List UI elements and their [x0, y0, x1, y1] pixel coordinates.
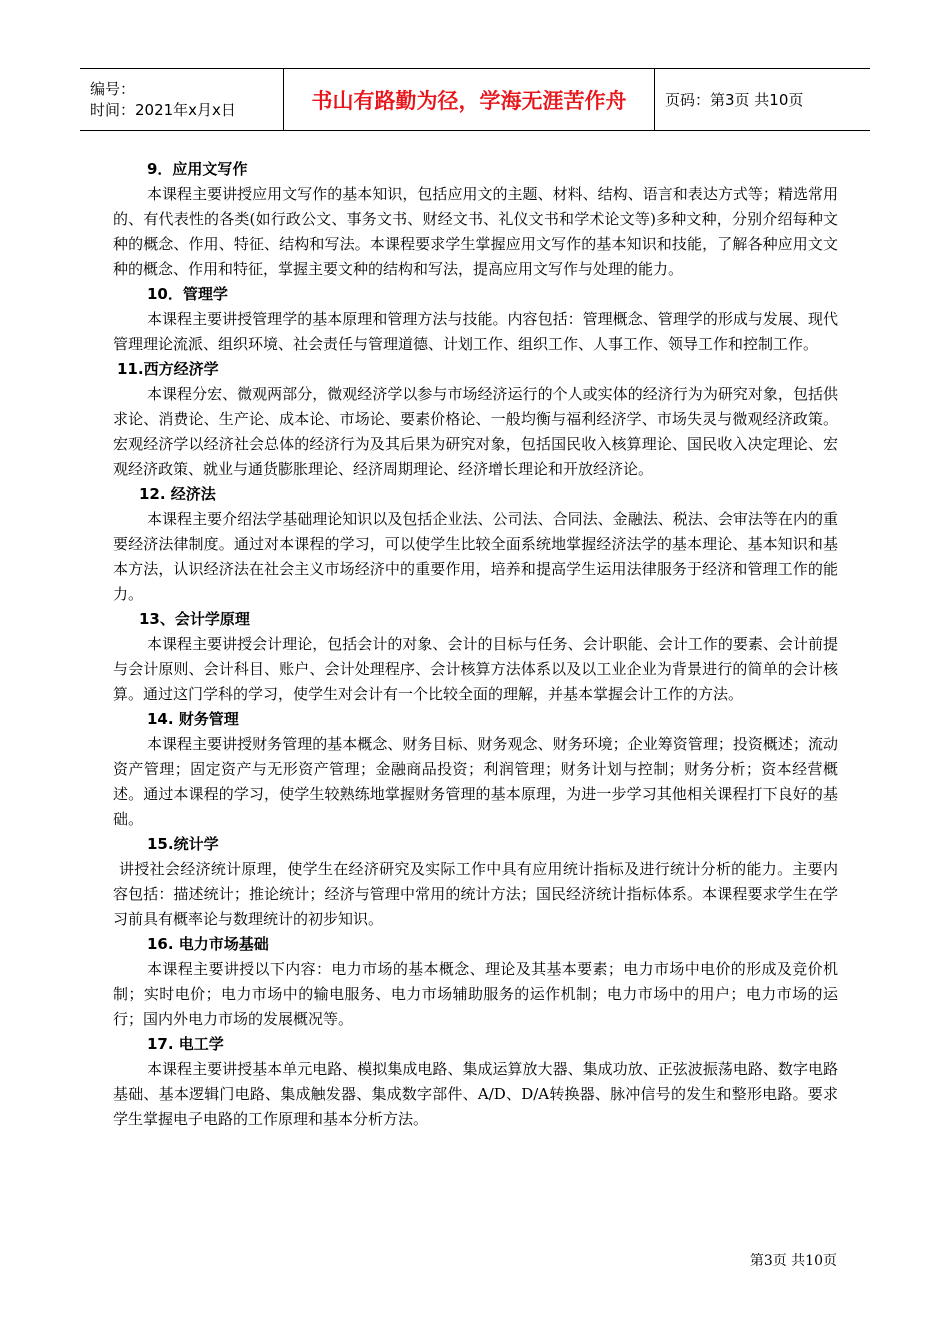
section-heading: 14. 财务管理: [147, 710, 239, 728]
section-paragraph: 本课程主要讲授管理学的基本原理和管理方法与技能。内容包括：管理概念、管理学的形成与发展、现代管理理论流派、组织环境、社会责任与管理道德、计划工作、组织工作、人事工作、领导工作和控制工作。: [113, 310, 838, 353]
motto-text: 书山有路勤为径，学海无涯苦作舟: [311, 88, 627, 113]
section-paragraph: 本课程主要讲授财务管理的基本概念、财务目标、财务观念、财务环境；企业筹资管理；投资概述；流动资产管理；固定资产与无形资产管理；金融商品投资；利润管理；财务计划与控制；财务分析；资本经营概述。通过本课程的学习，使学生较熟练地掌握财务管理的基本原理，为进一步学习其他相关课程打下良好的基础。: [113, 735, 838, 828]
section-heading: 16. 电力市场基础: [147, 935, 269, 953]
header-meta: [80, 69, 283, 130]
section-heading: 10．管理学: [147, 285, 228, 303]
header-page-label: 页码：第3页 共10页: [665, 91, 804, 109]
section-paragraph: 本课程主要介绍法学基础理论知识以及包括企业法、公司法、合同法、金融法、税法、会审法等在内的重要经济法律制度。通过对本课程的学习，可以使学生比较全面系统地掌握经济法学的基本理论、基本知识和基本方法，认识经济法在社会主义市场经济中的重要作用，培养和提高学生运用法律服务于经济和管理工作的能力。: [113, 510, 838, 603]
section-western-economics: [113, 357, 838, 482]
section-statistics: [113, 832, 838, 932]
section-heading: 13、会计学原理: [139, 610, 250, 628]
header-motto: [283, 69, 655, 130]
header-page-info: [655, 69, 870, 130]
section-paragraph: 本课程主要讲授应用文写作的基本知识，包括应用文的主题、材料、结构、语言和表达方式等；精选常用的、有代表性的各类(如行政公文、事务文书、财经文书、礼仪文书和学术论文等)多种文种，分别介绍每种文种的概念、作用、特征、结构和写法。本课程要求学生掌握应用文写作的基本知识和技能，了解各种应用文文种的概念、作用和特征，掌握主要文种的结构和写法，提高应用文写作与处理的能力。: [113, 185, 838, 278]
section-paragraph: 本课程主要讲授基本单元电路、模拟集成电路、集成运算放大器、集成功放、正弦波振荡电路、数字电路基础、基本逻辑门电路、集成触发器、集成数字部件、A/D、D/A转换器、脉冲信号的发生和整形电路。要求学生掌握电子电路的工作原理和基本分析方法。: [113, 1060, 838, 1128]
section-paragraph: 本课程分宏、微观两部分，微观经济学以参与市场经济运行的个人或实体的经济行为为研究对象，包括供求论、消费论、生产论、成本论、市场论、要素价格论、一般均衡与福利经济学、市场失灵与微观经济政策。宏观经济学以经济社会总体的经济行为及其后果为研究对象，包括国民收入核算理论、国民收入决定理论、宏观经济政策、就业与通货膨胀理论、经济周期理论、经济增长理论和开放经济论。: [113, 385, 838, 478]
section-heading: 9．应用文写作: [147, 160, 248, 178]
page-footer: [750, 1250, 837, 1270]
section-paragraph: 讲授社会经济统计原理，使学生在经济研究及实际工作中具有应用统计指标及进行统计分析的能力。主要内容包括：描述统计；推论统计；经济与管理中常用的统计方法；国民经济统计指标体系。本课程要求学生在学习前具有概率论与数理统计的初步知识。: [113, 860, 838, 928]
section-paragraph: 本课程主要讲授会计理论，包括会计的对象、会计的目标与任务、会计职能、会计工作的要素、会计前提与会计原则、会计科目、账户、会计处理程序、会计核算方法体系以及以工业企业为背景进行的简单的会计核算。通过这门学科的学习，使学生对会计有一个比较全面的理解，并基本掌握会计工作的方法。: [113, 635, 838, 703]
section-electricity-market: [113, 932, 838, 1032]
section-management: [113, 282, 838, 357]
section-electrical-engineering: [113, 1032, 838, 1132]
section-economic-law: [113, 482, 838, 607]
section-financial-management: [113, 707, 838, 832]
page-header: [80, 68, 870, 131]
footer-page-number: 第3页 共10页: [749, 1253, 837, 1269]
section-heading: 12. 经济法: [139, 485, 216, 503]
document-number-label: 编号：: [90, 79, 136, 98]
document-body: [113, 157, 838, 1132]
section-paragraph: 本课程主要讲授以下内容：电力市场的基本概念、理论及其基本要素；电力市场中电价的形成及竞价机制；实时电价；电力市场中的输电服务、电力市场辅助服务的运作机制；电力市场中的用户；电力市场的运行；国内外电力市场的发展概况等。: [113, 960, 838, 1028]
section-applied-writing: [113, 157, 838, 282]
section-heading: 17. 电工学: [147, 1035, 224, 1053]
document-date-label: 时间：2021年x月x日: [90, 100, 236, 119]
section-accounting-principles: [113, 607, 838, 707]
section-heading: 11.西方经济学: [117, 360, 219, 378]
section-heading: 15.统计学: [147, 835, 219, 853]
